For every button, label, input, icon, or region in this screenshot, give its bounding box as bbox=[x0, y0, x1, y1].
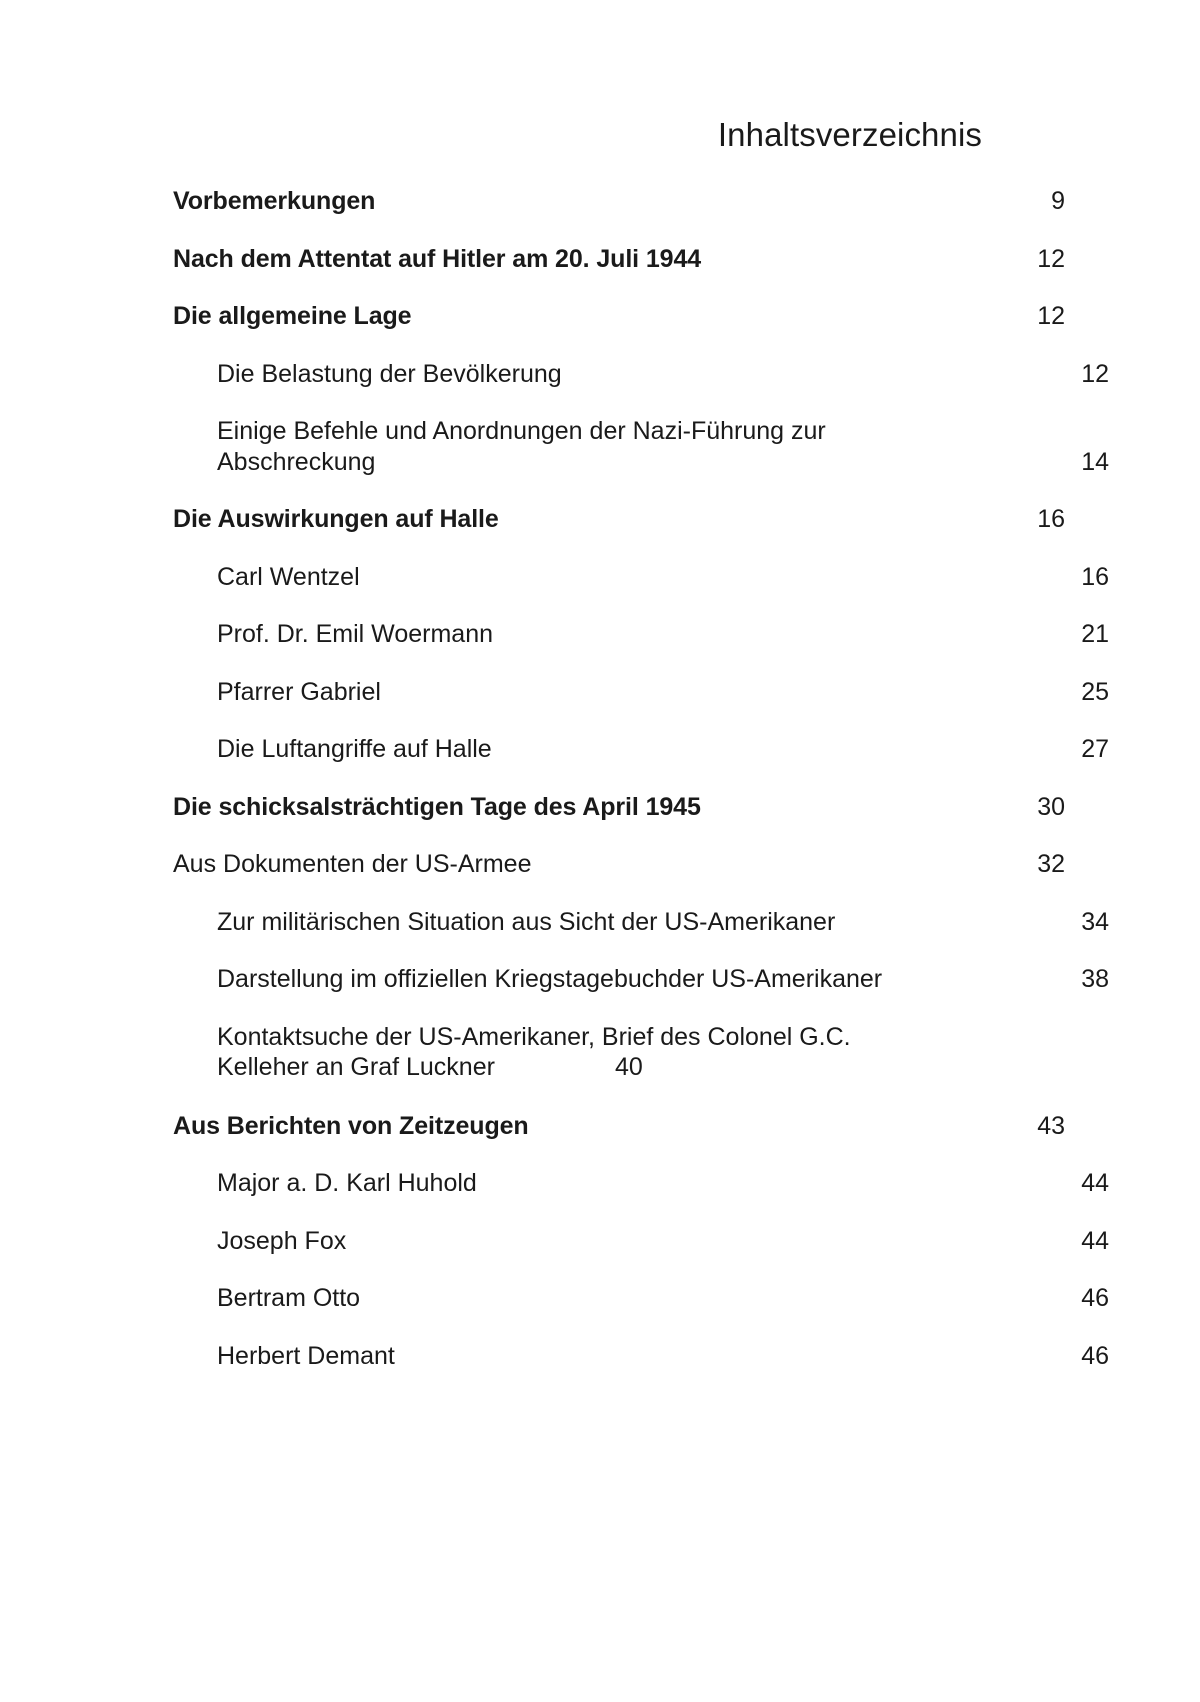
toc-entry-page: 25 bbox=[1081, 677, 1109, 706]
toc-entry-label: Aus Berichten von Zeitzeugen bbox=[173, 1111, 529, 1140]
toc-entry-aus-berichten-von-zeitzeugen[interactable] bbox=[173, 1111, 1065, 1142]
toc-entry-die-auswirkungen-auf-halle[interactable] bbox=[173, 504, 1065, 535]
toc-entry-label: Die Auswirkungen auf Halle bbox=[173, 505, 499, 533]
toc-entry-label: Die Belastung der Bevölkerung bbox=[217, 359, 562, 388]
toc-entry-label: Pfarrer Gabriel bbox=[217, 677, 381, 706]
toc-entry-label: Aus Dokumenten der US-Armee bbox=[173, 850, 532, 878]
toc-entry-page: 34 bbox=[1081, 907, 1109, 936]
toc-entry-zur-militaerischen-situation[interactable] bbox=[173, 907, 1109, 938]
toc-entry-aus-dokumenten-der-us-armee[interactable] bbox=[173, 849, 1065, 880]
toc-entry-pfarrer-gabriel[interactable] bbox=[173, 677, 1109, 708]
page-title: Inhaltsverzeichnis bbox=[717, 116, 982, 153]
toc-entry-label: Einige Befehle und Anordnungen der Nazi-Führung zur Abschreckung bbox=[217, 417, 826, 476]
toc-entry-page: 43 bbox=[1037, 1111, 1065, 1140]
toc-entry-vorbemerkungen[interactable] bbox=[173, 186, 1065, 217]
toc-entry-label: Nach dem Attentat auf Hitler am 20. Juli 1944 bbox=[173, 244, 702, 273]
table-of-contents bbox=[173, 186, 1109, 1398]
toc-entry-major-a-d-karl-huhold[interactable] bbox=[173, 1168, 1109, 1199]
toc-entry-label: Darstellung im offiziellen Kriegstagebuchder US-Amerikaner bbox=[217, 965, 883, 993]
toc-entry-prof-dr-emil-woermann[interactable] bbox=[173, 619, 1109, 650]
toc-entry-page: 16 bbox=[1081, 562, 1109, 591]
toc-entry-darstellung-im-offiziellen-kriegstagebuch[interactable] bbox=[173, 964, 1109, 995]
toc-entry-bertram-otto[interactable] bbox=[173, 1283, 1109, 1314]
toc-entry-label-line2: Kelleher an Graf Luckner bbox=[217, 1053, 495, 1081]
toc-entry-label-line1: Kontaktsuche der US-Amerikaner, Brief des Colonel G.C. bbox=[217, 1022, 851, 1051]
toc-entry-page: 46 bbox=[1081, 1341, 1109, 1370]
toc-entry-page: 12 bbox=[1081, 359, 1109, 388]
toc-entry-label: Prof. Dr. Emil Woermann bbox=[217, 620, 494, 648]
toc-entry-kontaktsuche-der-us-amerikaner[interactable] bbox=[173, 1022, 977, 1083]
toc-entry-page: 21 bbox=[1081, 620, 1109, 648]
toc-entry-page: 46 bbox=[1081, 1284, 1109, 1312]
toc-entry-page: 30 bbox=[1037, 792, 1065, 821]
toc-entry-nach-dem-attentat[interactable] bbox=[173, 244, 1065, 275]
toc-entry-page: 44 bbox=[1081, 1169, 1109, 1197]
toc-entry-page: 16 bbox=[1037, 505, 1065, 533]
toc-entry-herbert-demant[interactable] bbox=[173, 1341, 1109, 1372]
toc-entry-carl-wentzel[interactable] bbox=[173, 562, 1109, 593]
toc-entry-page: 14 bbox=[1081, 447, 1109, 476]
toc-entry-page: 27 bbox=[1081, 735, 1109, 763]
toc-entry-label: Zur militärischen Situation aus Sicht der US-Amerikaner bbox=[217, 907, 836, 936]
toc-entry-label: Vorbemerkungen bbox=[173, 187, 376, 215]
toc-entry-label: Die schicksalsträchtigen Tage des April 1945 bbox=[173, 792, 701, 821]
toc-entry-einige-befehle-und-anordnungen[interactable] bbox=[173, 416, 1109, 477]
toc-entry-label: Die allgemeine Lage bbox=[173, 302, 412, 330]
toc-entry-page: 38 bbox=[1081, 965, 1109, 993]
toc-entry-joseph-fox[interactable] bbox=[173, 1226, 1109, 1257]
toc-entry-label: Herbert Demant bbox=[217, 1341, 395, 1370]
toc-entry-page: 32 bbox=[1037, 850, 1065, 878]
toc-entry-label: Carl Wentzel bbox=[217, 562, 360, 591]
toc-entry-page: 12 bbox=[1037, 302, 1065, 330]
toc-entry-page: 12 bbox=[1037, 244, 1065, 273]
toc-entry-page: 40 bbox=[614, 1053, 643, 1081]
toc-entry-label: Major a. D. Karl Huhold bbox=[217, 1169, 477, 1197]
toc-entry-die-allgemeine-lage[interactable] bbox=[173, 301, 1065, 332]
toc-entry-page: 9 bbox=[1051, 187, 1065, 215]
toc-entry-label: Bertram Otto bbox=[217, 1284, 361, 1312]
toc-entry-label: Die Luftangriffe auf Halle bbox=[217, 735, 492, 763]
toc-entry-die-schicksalstraechtigen-tage[interactable] bbox=[173, 792, 1065, 823]
toc-entry-label: Joseph Fox bbox=[217, 1226, 347, 1255]
toc-entry-die-luftangriffe-auf-halle[interactable] bbox=[173, 734, 1109, 765]
toc-entry-die-belastung-der-bevoelkerung[interactable] bbox=[173, 359, 1109, 390]
toc-entry-page: 44 bbox=[1081, 1226, 1109, 1255]
